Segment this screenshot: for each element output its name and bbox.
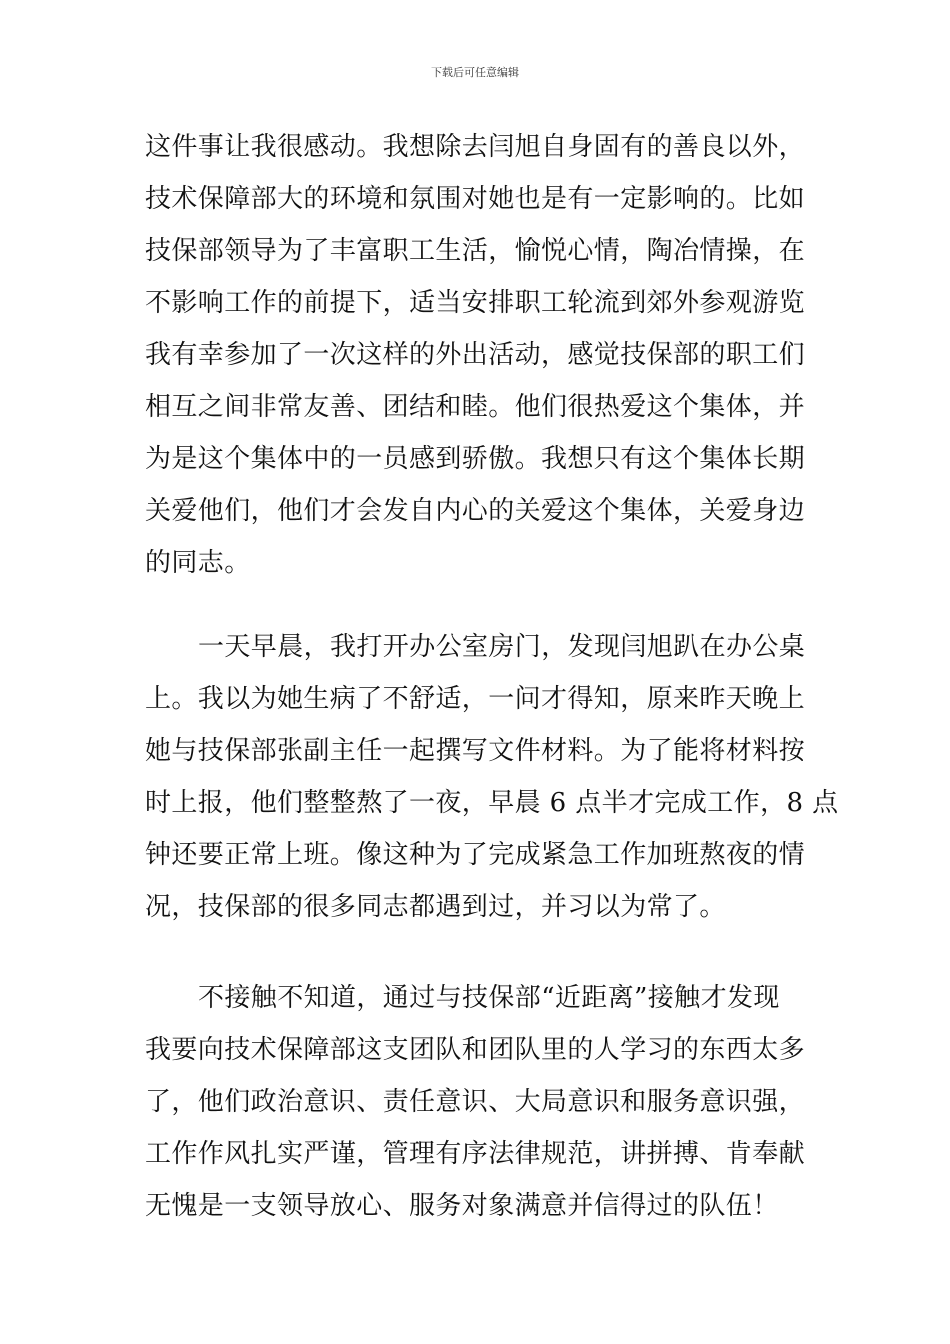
- body-line-2: 技术保障部大的环境和氛围对她也是有一定影响的。比如: [145, 184, 806, 214]
- body-line-16: 不接触不知道，通过与技保部“近距离”接触才发现: [198, 983, 780, 1013]
- body-line-19: 工作作风扎实严谨，管理有序法律规范，讲拼搏、肯奉献: [145, 1139, 806, 1169]
- body-line-4: 不影响工作的前提下，适当安排职工轮流到郊外参观游览: [145, 288, 806, 318]
- body-line-11: 上。我以为她生病了不舒适，一问才得知，原来昨天晚上: [145, 684, 806, 714]
- body-line-1: 这件事让我很感动。我想除去闫旭自身固有的善良以外，: [145, 132, 806, 162]
- body-line-8: 关爱他们，他们才会发自内心的关爱这个集体，关爱身边: [145, 496, 806, 526]
- body-line-6: 相互之间非常友善、团结和睦。他们很热爱这个集体，并: [145, 392, 806, 422]
- page-header: 下载后可任意编辑: [431, 66, 519, 79]
- body-line-7: 为是这个集体中的一员感到骄傲。我想只有这个集体长期: [145, 444, 806, 474]
- body-line-9: 的同志。: [145, 548, 251, 578]
- body-line-5: 我有幸参加了一次这样的外出活动，感觉技保部的职工们: [145, 340, 806, 370]
- body-line-12: 她与技保部张副主任一起撰写文件材料。为了能将材料按: [145, 736, 806, 766]
- body-line-17: 我要向技术保障部这支团队和团队里的人学习的东西太多: [145, 1035, 806, 1065]
- body-line-14: 钟还要正常上班。像这种为了完成紧急工作加班熬夜的情: [145, 840, 806, 870]
- body-line-13: 时上报，他们整整熬了一夜，早晨 6 点半才完成工作，8 点: [145, 788, 839, 818]
- body-line-10: 一天早晨，我打开办公室房门，发现闫旭趴在办公桌: [198, 632, 806, 662]
- body-line-18: 了，他们政治意识、责任意识、大局意识和服务意识强，: [145, 1087, 806, 1117]
- body-line-3: 技保部领导为了丰富职工生活，愉悦心情，陶冶情操，在: [145, 236, 806, 266]
- body-line-20: 无愧是一支领导放心、服务对象满意并信得过的队伍！: [145, 1191, 779, 1221]
- body-line-15: 况，技保部的很多同志都遇到过，并习以为常了。: [145, 892, 726, 922]
